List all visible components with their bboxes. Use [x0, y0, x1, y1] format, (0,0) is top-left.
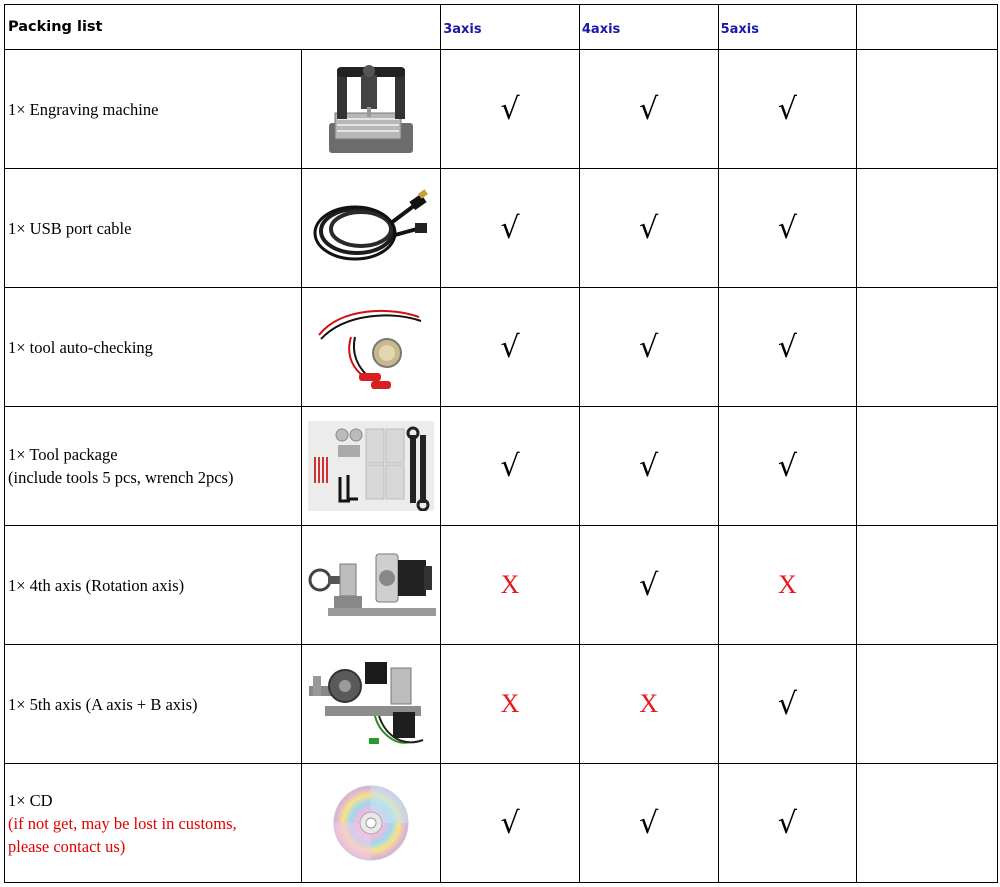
item-name: 1× 4th axis (Rotation axis) [8, 575, 185, 595]
item-name: 1× 5th axis (A axis + B axis) [8, 694, 198, 714]
axis-label: 5axis [720, 21, 759, 37]
check-icon: √ [639, 91, 659, 127]
table-row [5, 764, 998, 883]
item-name: 1× CD [8, 790, 53, 810]
mark-3axis [441, 50, 580, 169]
mark-3axis [441, 645, 580, 764]
check-icon: √ [777, 91, 797, 127]
item-note: (if not get, may be lost in customs, [8, 813, 237, 833]
usb-cable-photo [302, 169, 441, 288]
mark-5axis [718, 645, 857, 764]
mark-5axis [718, 764, 857, 883]
check-icon: √ [500, 91, 520, 127]
tool-probe-photo [302, 288, 441, 407]
table-row [5, 645, 998, 764]
mark-4axis [579, 169, 718, 288]
axis-header-4 [579, 5, 718, 50]
mark-3axis [441, 288, 580, 407]
empty-cell [857, 645, 998, 764]
empty-cell [857, 407, 998, 526]
engraving-machine-photo [302, 50, 441, 169]
cross-icon: X [500, 689, 520, 718]
item-name: 1× tool auto-checking [8, 337, 153, 357]
check-icon: √ [639, 805, 659, 841]
mark-4axis [579, 764, 718, 883]
mark-3axis [441, 169, 580, 288]
mark-4axis [579, 407, 718, 526]
fifth-axis-photo [302, 645, 441, 764]
mark-5axis [718, 407, 857, 526]
mark-5axis [718, 50, 857, 169]
check-icon: √ [500, 448, 520, 484]
cross-icon: X [778, 570, 797, 599]
check-icon: √ [500, 210, 520, 246]
table-row [5, 407, 998, 526]
cross-icon: X [500, 570, 520, 599]
check-icon: √ [639, 329, 659, 365]
table-row [5, 288, 998, 407]
check-icon: √ [639, 448, 659, 484]
cd-disc-photo [302, 764, 441, 883]
empty-cell [857, 169, 998, 288]
check-icon: √ [639, 567, 659, 603]
cross-icon: X [639, 689, 659, 718]
mark-4axis [579, 645, 718, 764]
mark-3axis [441, 764, 580, 883]
item-name: 1× Engraving machine [8, 99, 159, 119]
axis-header-3 [441, 5, 580, 50]
mark-4axis [579, 50, 718, 169]
axis-label: 3axis [443, 21, 482, 37]
check-icon: √ [639, 210, 659, 246]
check-icon: √ [777, 329, 797, 365]
packing-list-title-cell [5, 5, 441, 50]
mark-3axis [441, 526, 580, 645]
empty-cell [857, 526, 998, 645]
item-detail: (include tools 5 pcs, wrench 2pcs) [8, 468, 234, 487]
table-row [5, 526, 998, 645]
mark-4axis [579, 526, 718, 645]
mark-5axis [718, 288, 857, 407]
item-note: please contact us) [8, 836, 126, 856]
axis-header-5 [718, 5, 857, 50]
check-icon: √ [500, 805, 520, 841]
packing-list-table [4, 4, 998, 883]
mark-5axis [718, 526, 857, 645]
table-row [5, 169, 998, 288]
tool-package-photo [302, 407, 441, 526]
packing-list-title: Packing list [8, 19, 103, 35]
empty-cell [857, 288, 998, 407]
empty-cell [857, 50, 998, 169]
mark-5axis [718, 169, 857, 288]
check-icon: √ [500, 329, 520, 365]
mark-4axis [579, 288, 718, 407]
check-icon: √ [777, 448, 797, 484]
table-row [5, 50, 998, 169]
empty-header-cell [857, 5, 998, 50]
rotation-axis-photo [302, 526, 441, 645]
header-row [5, 5, 998, 50]
check-icon: √ [777, 805, 797, 841]
check-icon: √ [777, 210, 797, 246]
check-icon: √ [777, 686, 797, 722]
empty-cell [857, 764, 998, 883]
item-name: 1× USB port cable [8, 218, 132, 238]
axis-label: 4axis [581, 21, 621, 37]
item-name: 1× Tool package [8, 445, 118, 464]
mark-3axis [441, 407, 580, 526]
